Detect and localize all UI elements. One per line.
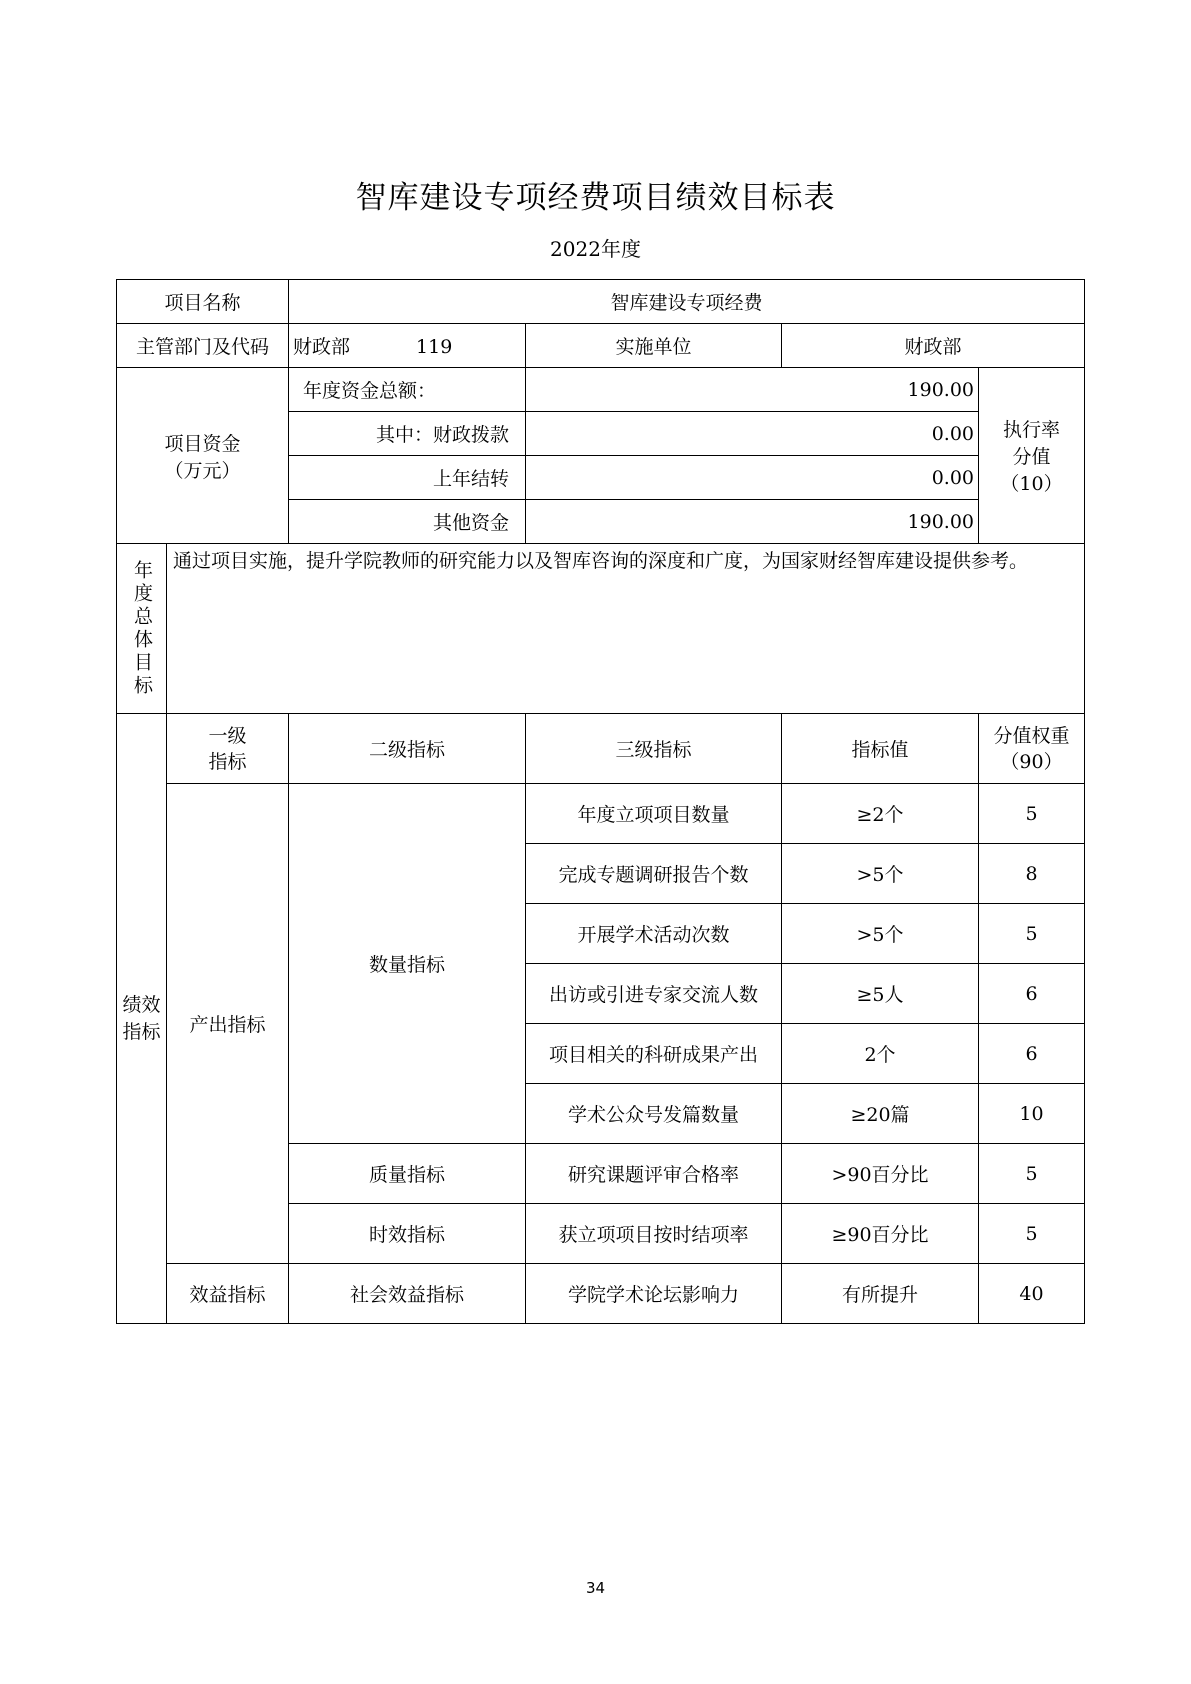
funds-row-value: 190.00 [526, 368, 979, 412]
indicator-name: 学术公众号发篇数量 [526, 1084, 782, 1144]
indicator-weight: 6 [979, 1024, 1085, 1084]
exec-rate-cell [979, 368, 1085, 544]
social-benefit-label: 社会效益指标 [289, 1264, 526, 1324]
dept-value: 财政部 [293, 336, 351, 358]
indicator-name: 年度立项项目数量 [526, 784, 782, 844]
funds-unit: （万元） [164, 459, 241, 482]
indicator-value: ≥20篇 [782, 1084, 979, 1144]
indicators-section-label: 绩效指标 [122, 993, 161, 1043]
indicator-name: 研究课题评审合格率 [526, 1144, 782, 1204]
indicator-weight: 6 [979, 964, 1085, 1024]
impl-value: 财政部 [782, 324, 1085, 368]
goal-label: 年度总体目标 [131, 559, 153, 698]
funds-row-label: 年度资金总额： [289, 368, 526, 412]
funds-label: 项目资金 [164, 432, 241, 455]
indicator-weight: 40 [979, 1264, 1085, 1324]
indicator-weight: 5 [979, 1144, 1085, 1204]
funds-row-value: 190.00 [526, 500, 979, 544]
indicator-weight: 10 [979, 1084, 1085, 1144]
funds-row-label: 其中：财政拨款 [289, 412, 526, 456]
indicator-value: >90百分比 [782, 1144, 979, 1204]
indicator-value: ≥5人 [782, 964, 979, 1024]
header-l3: 三级指标 [526, 714, 782, 784]
indicator-name: 完成专题调研报告个数 [526, 844, 782, 904]
exec-score-value: （10） [1000, 473, 1063, 495]
exec-rate-label: 执行率 [1003, 419, 1061, 441]
indicator-weight: 5 [979, 904, 1085, 964]
header-value: 指标值 [782, 714, 979, 784]
project-name-label: 项目名称 [117, 280, 289, 324]
indicator-value: 2个 [782, 1024, 979, 1084]
header-weight: 分值权重 [993, 724, 1070, 747]
quantity-label: 数量指标 [289, 784, 526, 1144]
goal-label-cell [117, 544, 167, 714]
header-l1: 一级指标 [208, 724, 247, 773]
header-l2: 二级指标 [289, 714, 526, 784]
timeliness-label: 时效指标 [289, 1204, 526, 1264]
indicator-name: 学院学术论坛影响力 [526, 1264, 782, 1324]
indicator-weight: 5 [979, 784, 1085, 844]
indicator-value: ≥2个 [782, 784, 979, 844]
indicator-value: >5个 [782, 844, 979, 904]
indicator-value: ≥90百分比 [782, 1204, 979, 1264]
funds-row-value: 0.00 [526, 412, 979, 456]
funds-row-label: 上年结转 [289, 456, 526, 500]
indicator-weight: 5 [979, 1204, 1085, 1264]
indicator-weight: 8 [979, 844, 1085, 904]
indicator-name: 开展学术活动次数 [526, 904, 782, 964]
exec-score-label: 分值 [1012, 446, 1051, 468]
indicator-value: 有所提升 [782, 1264, 979, 1324]
indicator-name: 出访或引进专家交流人数 [526, 964, 782, 1024]
output-label: 产出指标 [167, 784, 289, 1264]
page-title: 智库建设专项经费项目绩效目标表 [355, 180, 836, 216]
indicator-name: 项目相关的科研成果产出 [526, 1024, 782, 1084]
indicator-value: >5个 [782, 904, 979, 964]
header-weight-cell [979, 714, 1085, 784]
dept-label: 主管部门及代码 [117, 324, 289, 368]
funds-row-label: 其他资金 [289, 500, 526, 544]
year-label: 2022年度 [550, 237, 641, 261]
indicator-name: 获立项项目按时结项率 [526, 1204, 782, 1264]
impl-label: 实施单位 [526, 324, 782, 368]
dept-code: 119 [416, 336, 453, 358]
quality-label: 质量指标 [289, 1144, 526, 1204]
indicators-section-cell [117, 714, 167, 1324]
header-weight-total: （90） [1000, 750, 1063, 773]
page-number: 34 [585, 1579, 606, 1597]
project-name-value: 智库建设专项经费 [289, 280, 1085, 324]
goal-text: 通过项目实施，提升学院教师的研究能力以及智库咨询的深度和广度，为国家财经智库建设提供参考。 [167, 544, 1085, 714]
dept-cell [289, 324, 526, 368]
performance-table [116, 279, 1085, 1324]
benefit-label: 效益指标 [167, 1264, 289, 1324]
header-l1-cell [167, 714, 289, 784]
funds-label-cell [117, 368, 289, 544]
funds-row-value: 0.00 [526, 456, 979, 500]
